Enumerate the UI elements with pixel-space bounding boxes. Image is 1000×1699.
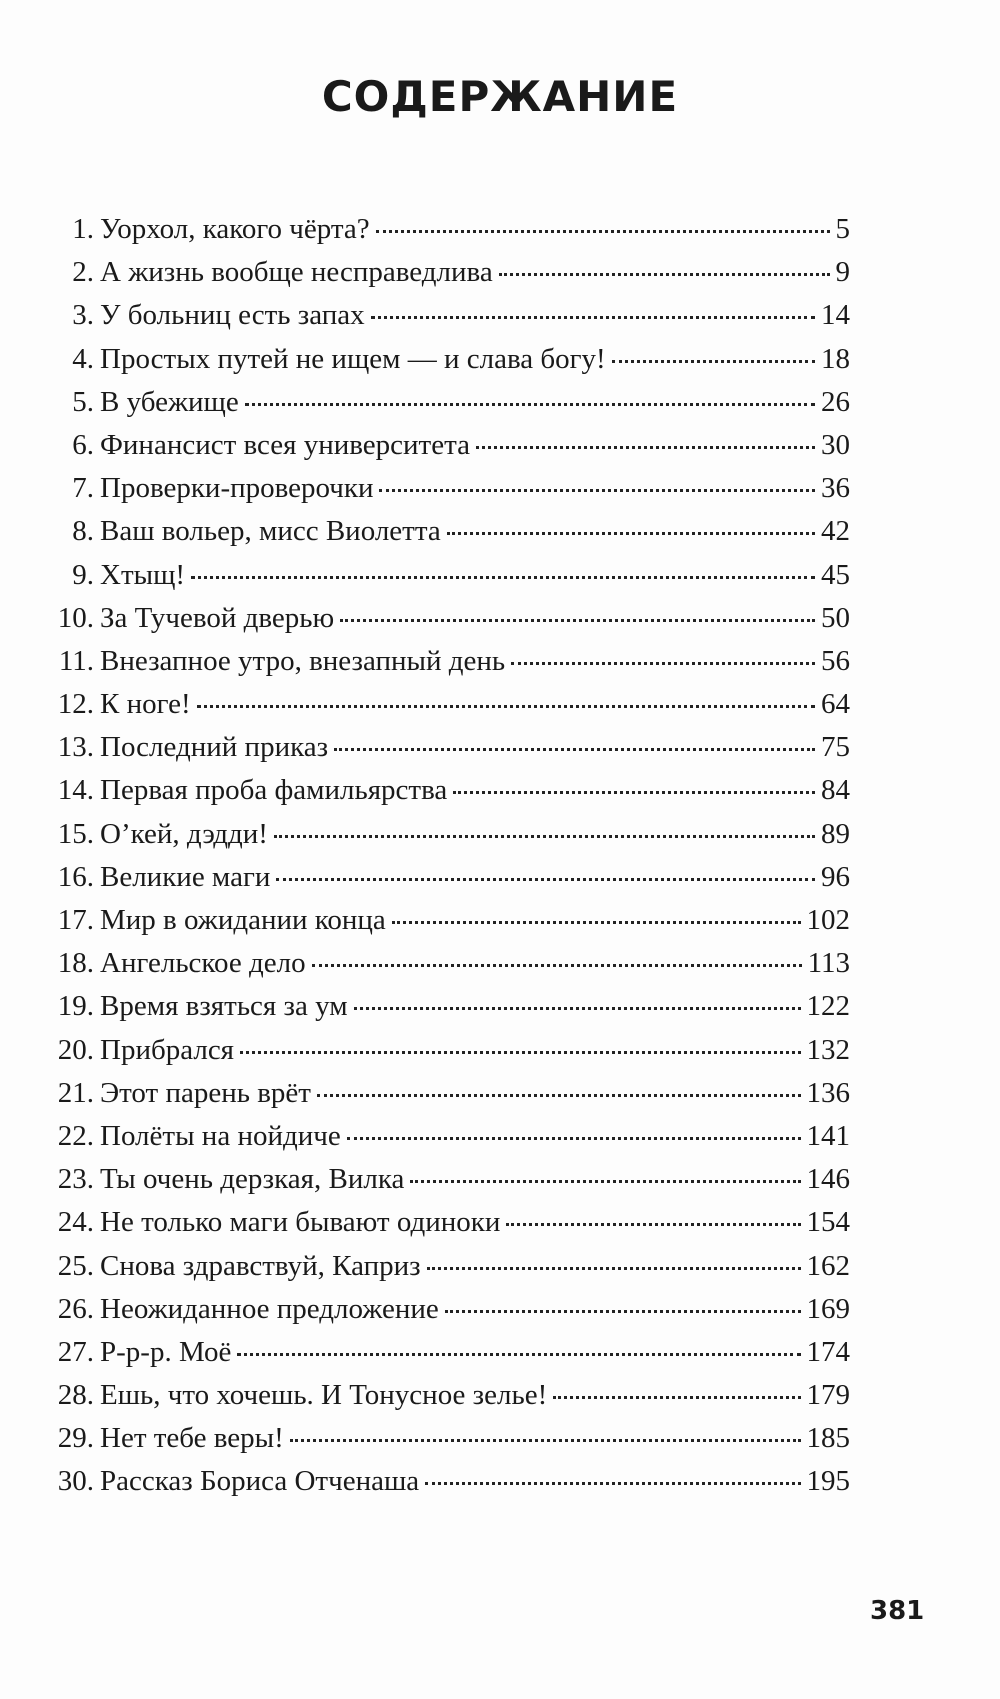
page-number: 381 [870, 1596, 925, 1626]
toc-entry-title: Не только маги бывают одиноки [100, 1206, 501, 1239]
toc-entry-page: 45 [821, 558, 850, 591]
dot-leader [392, 920, 801, 924]
toc-entry-number: 6. [72, 428, 94, 461]
toc-entry-page: 179 [806, 1379, 850, 1412]
toc-entry-page: 64 [821, 688, 850, 721]
toc-entry-page: 5 [835, 213, 850, 245]
toc-entry-number: 24. [57, 1206, 94, 1239]
dot-leader [506, 1222, 800, 1226]
toc-entry-page: 174 [806, 1335, 850, 1368]
toc-entry [50, 640, 850, 683]
toc-entry [50, 1417, 850, 1460]
toc-entry-title: К ноге! [100, 688, 191, 721]
toc-entry-number: 30. [57, 1465, 94, 1498]
toc-entry-number: 11. [58, 644, 94, 677]
toc-entry [50, 726, 850, 769]
dot-leader [376, 229, 830, 233]
dot-leader [191, 575, 815, 579]
toc-entry-title: Ангельское дело [100, 947, 306, 980]
toc-entry-page: 154 [806, 1206, 850, 1239]
toc-entry [50, 208, 850, 251]
toc-entry-title: Последний приказ [100, 731, 329, 764]
toc-entry [50, 338, 850, 381]
toc-entry-title: А жизнь вообще несправедлива [100, 256, 493, 289]
toc-entry-page: 75 [821, 731, 850, 764]
toc-entry-title: У больниц есть запах [100, 299, 365, 332]
toc-entry-title: Финансист всея университета [100, 428, 471, 461]
toc-entry-title: В убежище [100, 385, 239, 418]
toc-entry [50, 597, 850, 640]
toc-entry [50, 251, 850, 294]
toc-entry-page: 122 [806, 990, 850, 1023]
toc-entry-number: 26. [57, 1292, 94, 1325]
toc-entry-page: 56 [821, 644, 850, 677]
toc-entry-title: Проверки-проверочки [100, 472, 374, 505]
dot-leader [425, 1481, 800, 1485]
toc-entry-number: 14. [57, 774, 94, 807]
toc-entry-title: Время взяться за ум [100, 990, 348, 1023]
toc-entry-number: 8. [72, 515, 94, 548]
toc-entry [50, 942, 850, 985]
toc-entry [50, 683, 850, 726]
toc-entry-title: Великие маги [100, 860, 271, 893]
toc-entry-title: Простых путей не ищем — и слава богу! [100, 342, 606, 375]
dot-leader [379, 488, 815, 492]
toc-entry [50, 467, 850, 510]
toc-entry [50, 813, 850, 856]
toc-entry-title: Мир в ожидании конца [100, 904, 386, 936]
toc-entry-number: 2. [72, 256, 94, 289]
page-title: СОДЕРЖАНИЕ [321, 72, 679, 121]
dot-leader [276, 877, 815, 881]
dot-leader [553, 1395, 800, 1399]
toc-entry-number: 22. [57, 1119, 94, 1152]
toc-entry-title: Неожиданное предложение [100, 1292, 439, 1325]
toc-entry [50, 899, 850, 942]
toc-entry-page: 169 [806, 1292, 850, 1325]
toc-entry-title: Ешь, что хочешь. И Тонусное зелье! [100, 1379, 548, 1412]
toc-entry-page: 96 [821, 860, 850, 893]
dot-leader [499, 272, 830, 276]
toc-entry-page: 14 [821, 299, 850, 332]
toc-entry-number: 9. [72, 558, 94, 591]
toc-entry-page: 9 [835, 256, 850, 289]
toc-entry-page: 162 [806, 1249, 850, 1282]
toc-entry [50, 1158, 850, 1201]
toc-entry-page: 50 [821, 601, 850, 634]
toc-entry [50, 769, 850, 812]
toc-entry-number: 29. [57, 1422, 94, 1455]
toc-entry-number: 12. [57, 688, 94, 721]
toc-entry-number: 10. [57, 601, 94, 634]
toc-entry-number: 4. [72, 342, 94, 375]
dot-leader [240, 1050, 800, 1054]
toc-entry [50, 294, 850, 337]
dot-leader [197, 704, 815, 708]
toc-entry [50, 1029, 850, 1072]
toc-entry [50, 510, 850, 553]
toc-entry-page: 26 [821, 385, 850, 418]
toc-entry-page: 89 [821, 817, 850, 850]
toc-entry-number: 17. [57, 904, 94, 936]
toc-entry-page: 36 [821, 472, 850, 505]
dot-leader [445, 1309, 801, 1313]
toc-entry-number: 3. [72, 299, 94, 332]
toc-entry-number: 27. [57, 1335, 94, 1368]
dot-leader [290, 1438, 801, 1442]
toc-entry [50, 1115, 850, 1158]
toc-entry-page: 102 [806, 904, 850, 936]
toc-entry-page: 18 [821, 342, 850, 375]
toc-entry-page: 185 [806, 1422, 850, 1455]
toc-entry-page: 136 [806, 1076, 850, 1109]
toc-entry-number: 21. [57, 1076, 94, 1109]
toc-entry-number: 1. [72, 213, 94, 245]
toc-entry [50, 1374, 850, 1417]
toc-entry-number: 28. [57, 1379, 94, 1412]
toc-entry-title: Нет тебе веры! [100, 1422, 284, 1455]
dot-leader [347, 1136, 801, 1140]
toc-entry [50, 381, 850, 424]
toc-entry-number: 25. [57, 1249, 94, 1282]
toc-entry-page: 30 [821, 428, 850, 461]
toc-entry-page: 42 [821, 515, 850, 548]
toc-entry-number: 16. [57, 860, 94, 893]
toc-entry-title: О’кей, дэдди! [100, 817, 268, 850]
toc-entry [50, 1288, 850, 1331]
toc-entry [50, 1460, 850, 1503]
dot-leader [340, 618, 815, 622]
dot-leader [312, 963, 802, 967]
dot-leader [410, 1179, 800, 1183]
toc-entry-title: Первая проба фамильярства [100, 774, 448, 807]
toc-entry-page: 195 [806, 1465, 850, 1498]
toc-entry [50, 424, 850, 467]
toc-entry-page: 141 [806, 1119, 850, 1152]
dot-leader [453, 790, 815, 794]
toc-entry-title: Прибрался [100, 1033, 235, 1066]
toc-entry-number: 13. [57, 731, 94, 764]
toc-entry [50, 1201, 850, 1244]
toc-entry-title: Полёты на нойдиче [100, 1119, 341, 1152]
toc-entry-number: 19. [57, 990, 94, 1023]
dot-leader [447, 531, 815, 535]
dot-leader [371, 315, 815, 319]
toc-entry-title: Снова здравствуй, Каприз [100, 1249, 421, 1282]
toc-entry-page: 113 [807, 947, 850, 980]
dot-leader [237, 1352, 800, 1356]
toc-entry-number: 18. [57, 947, 94, 980]
toc-entry-page: 84 [821, 774, 850, 807]
toc-entry-title: Р-р-р. Моё [100, 1335, 232, 1368]
toc-entry-page: 132 [806, 1033, 850, 1066]
toc-entry [50, 985, 850, 1028]
dot-leader [317, 1093, 801, 1097]
toc-entry-number: 20. [57, 1033, 94, 1066]
toc-entry-title: Рассказ Бориса Отченаша [100, 1465, 420, 1498]
toc-entry-title: Уорхол, какого чёрта? [100, 213, 370, 245]
toc-entry-number: 23. [57, 1163, 94, 1196]
dot-leader [274, 834, 815, 838]
toc-entry-number: 7. [72, 472, 94, 505]
dot-leader [334, 747, 815, 751]
toc-entry-title: Внезапное утро, внезапный день [100, 644, 506, 677]
toc-entry-title: Ваш вольер, мисс Виолетта [100, 515, 441, 548]
toc-entry [50, 1072, 850, 1115]
toc-entry-page: 146 [806, 1163, 850, 1196]
toc-entry-title: Ты очень дерзкая, Вилка [100, 1163, 405, 1196]
toc-entry [50, 1331, 850, 1374]
dot-leader [476, 445, 815, 449]
toc-entry-number: 15. [57, 817, 94, 850]
toc-entry-title: Этот парень врёт [100, 1076, 311, 1109]
toc-entry-title: Хтыщ! [100, 558, 186, 591]
table-of-contents [50, 208, 850, 1504]
toc-entry [50, 1245, 850, 1288]
dot-leader [354, 1006, 801, 1010]
toc-entry-number: 5. [72, 385, 94, 418]
dot-leader [511, 661, 815, 665]
toc-entry [50, 554, 850, 597]
dot-leader [612, 359, 815, 363]
toc-entry-title: За Тучевой дверью [100, 601, 335, 634]
dot-leader [245, 402, 815, 406]
dot-leader [427, 1266, 801, 1270]
toc-entry [50, 856, 850, 899]
